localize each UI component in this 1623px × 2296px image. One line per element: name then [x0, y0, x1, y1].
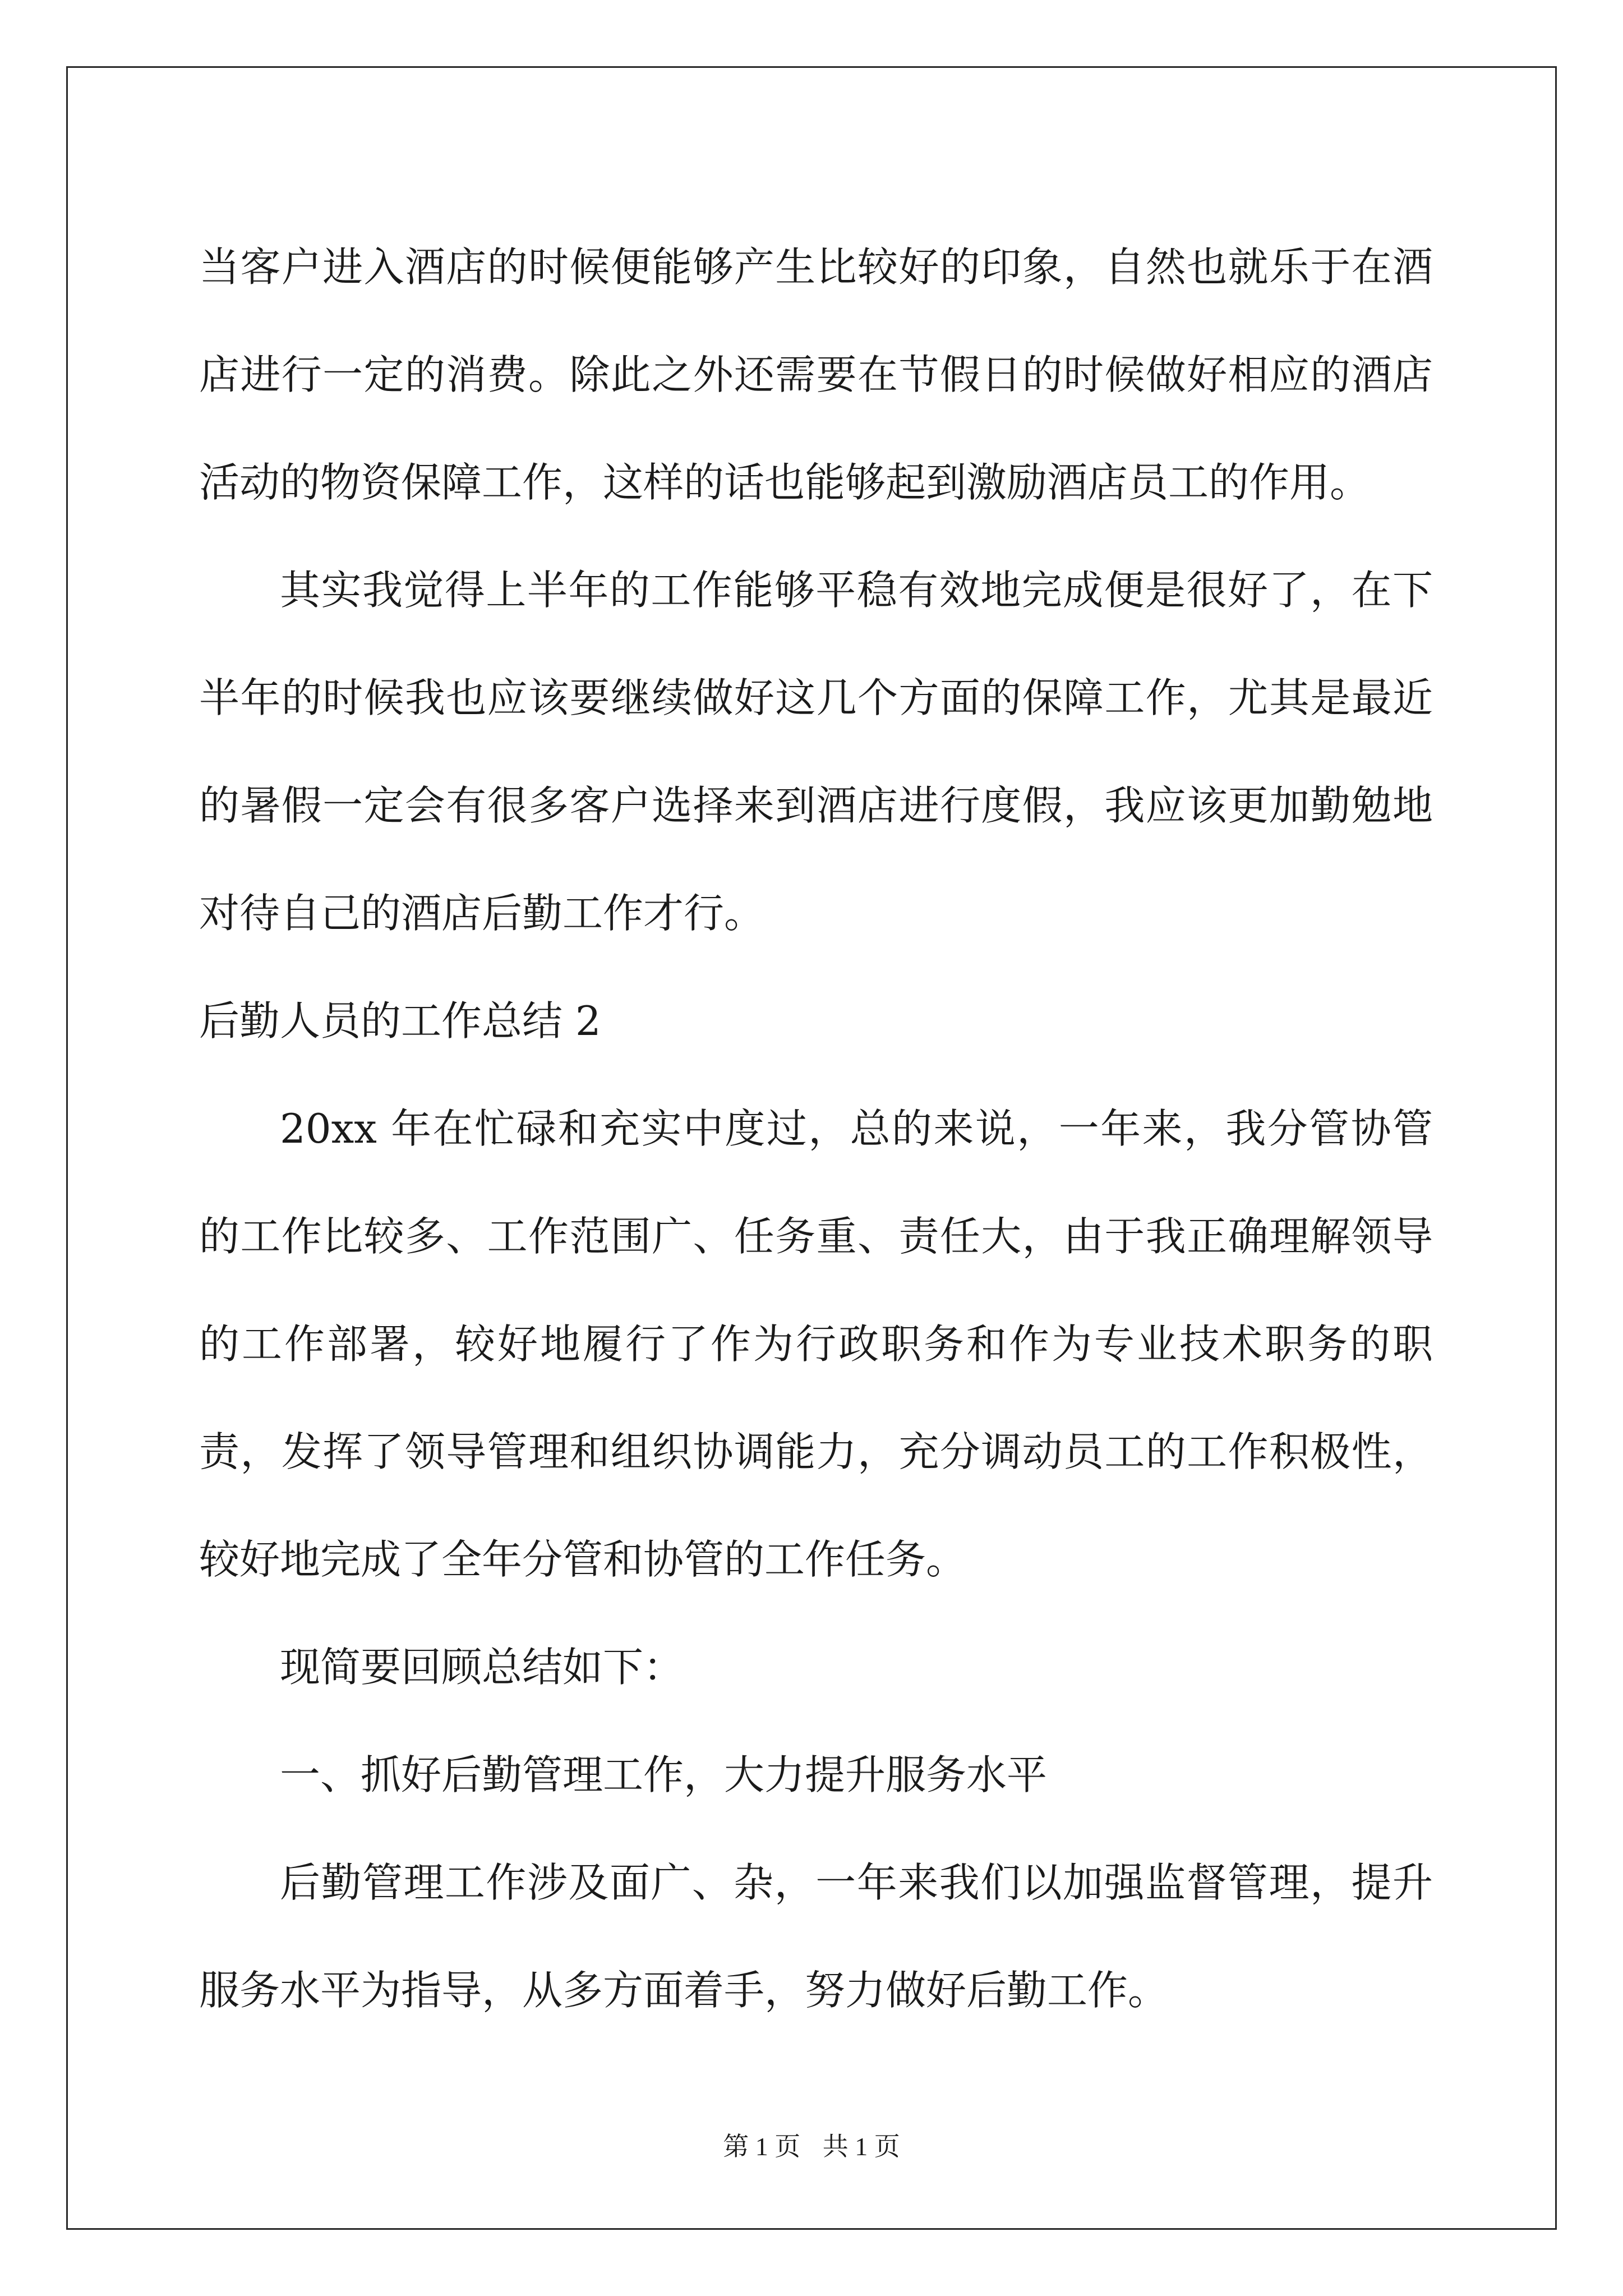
paragraph-3: 20xx 年在忙碌和充实中度过，总的来说，一年来，我分管协管的工作比较多、工作范围广、任务重、责任大，由于我正确理解领导的工作部署，较好地履行了作为行政职务和作为专业技术职务的职责，发挥了领导管理和组织协调能力，充分调动员工的工作积极性，较好地完成了全年分管和协管的工作任务。: [199, 1105, 1433, 1583]
paragraph-5: 一、抓好后勤管理工作，大力提升服务水平: [280, 1751, 1048, 1798]
paragraph-2: 其实我觉得上半年的工作能够平稳有效地完成便是很好了，在下半年的时候我也应该要继续做好这几个方面的保障工作，尤其是最近的暑假一定会有很多客户选择来到酒店进行度假，我应该更加勤勉地对待自己的酒店后勤工作才行。: [199, 567, 1433, 937]
page-total: 共 1 页: [822, 2132, 900, 2161]
page-number: 第 1 页: [723, 2132, 801, 2161]
section-title: 后勤人员的工作总结 2: [199, 997, 601, 1045]
document-body: [199, 213, 1433, 2044]
paragraph-1: 当客户进入酒店的时候便能够产生比较好的印象，自然也就乐于在酒店进行一定的消费。除此之外还需要在节假日的时候做好相应的酒店活动的物资保障工作，这样的话也能够起到激励酒店员工的作用。: [199, 243, 1433, 506]
paragraph-4: 现简要回顾总结如下：: [280, 1644, 684, 1691]
paragraph-6: 后勤管理工作涉及面广、杂，一年来我们以加强监督管理，提升服务水平为指导，从多方面着手，努力做好后勤工作。: [199, 1859, 1433, 2014]
page-footer: [0, 2126, 1623, 2163]
